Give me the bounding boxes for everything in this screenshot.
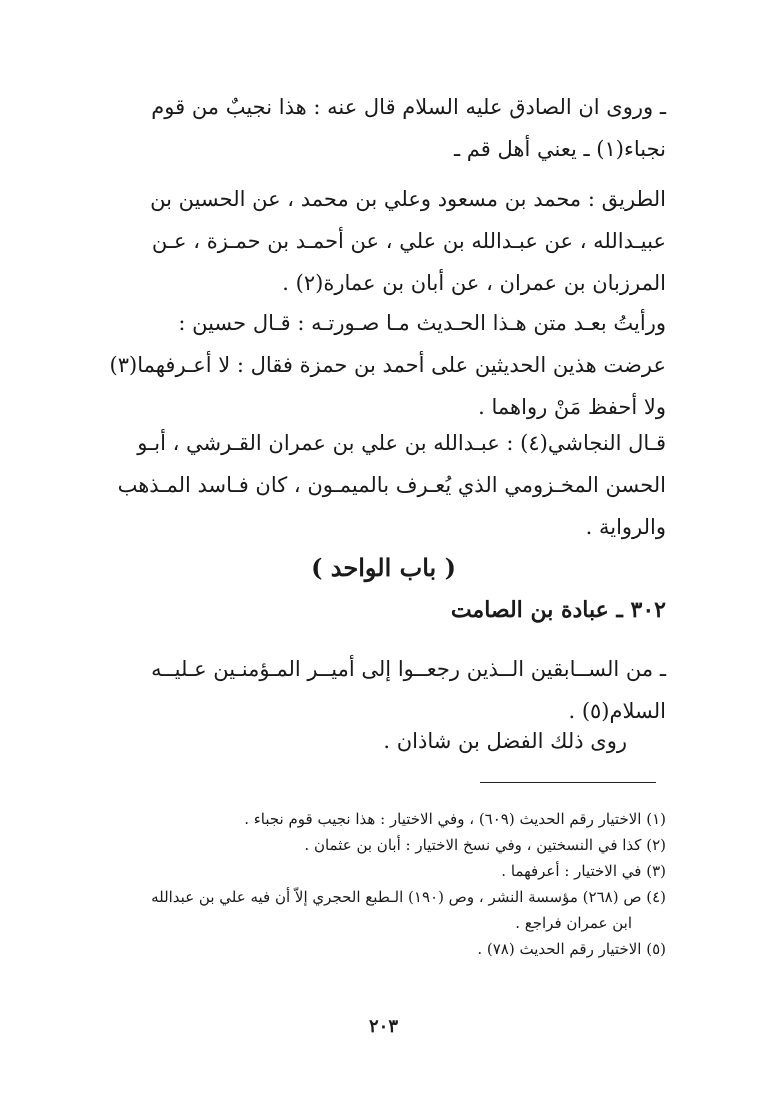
footnote: (٢) كذا في النسختين ، وفي نسخ الاختيار : أبان بن عثمان . (304, 836, 666, 854)
footnote: (٣) في الاختيار : أعرفهما . (501, 862, 666, 880)
footnote-continuation: ابن عمران فراجع . (515, 914, 632, 932)
text-line: ـ وروى ان الصادق عليه السلام قال عنه : هذا نجيبٌ من قوم (151, 95, 666, 119)
text-line: المرزبان بن عمران ، عن أبان بن عمارة(٢) . (282, 271, 666, 295)
text-line: ـ من الســابقين الــذين رجعــوا إلى أميــر المـؤمنـين عـليــه (151, 657, 666, 681)
text-line: عرضت هذين الحديثين على أحمد بن حمزة فقال : لا أعـرفهما(٣) (109, 353, 666, 377)
text-line: عبيـدالله ، عن عبـدالله بن علي ، عن أحمـد بن حمـزة ، عـن (151, 229, 666, 253)
text-line: روى ذلك الفضل بن شاذان . (383, 729, 627, 753)
text-line: الحسن المخـزومي الذي يُعـرف بالميمـون ، كان فـاسد المـذهب (117, 473, 666, 497)
footnote: (٤) ص (٢٦٨) مؤسسة النشر ، وص (١٩٠) الـطبع الحجري إلاّ أن فيه علي بن عبدالله (151, 888, 666, 906)
text-line: والرواية . (585, 515, 666, 539)
text-line: الطريق : محمد بن مسعود وعلي بن محمد ، عن الحسين بن (150, 187, 666, 211)
text-line: ولا أحفظ مَنْ رواهما . (478, 395, 666, 419)
text-line: نجباء(١) ـ يعني أهل قم ـ (453, 137, 666, 161)
paragraph-1 (98, 86, 666, 170)
text-line: ورأيتُ بعـد متن هـذا الحـديث مـا صـورتـه : قـال حسين : (178, 311, 666, 335)
paragraph-6 (383, 720, 627, 762)
paragraph-3 (98, 302, 666, 428)
footnotes (98, 806, 666, 962)
chapter-title: ( باب الواحد ) (311, 553, 456, 582)
text-line: السلام(٥) . (568, 699, 666, 723)
footnote: (٥) الاختيار رقم الحديث (٧٨) . (477, 940, 666, 958)
paragraph-2 (98, 178, 666, 304)
footnote: (١) الاختيار رقم الحديث (٦٠٩) ، وفي الاختيار : هذا نجيب قوم نجباء . (244, 810, 666, 828)
paragraph-4 (98, 422, 666, 548)
footnote-divider (480, 782, 656, 783)
entry-title: ٣٠٢ ـ عبادة بن الصامت (450, 597, 666, 623)
text-line: قـال النجاشي(٤) : عبـدالله بن علي بن عمران القـرشي ، أبـو (137, 431, 666, 455)
page-number: ٢٠٣ (368, 1016, 398, 1037)
